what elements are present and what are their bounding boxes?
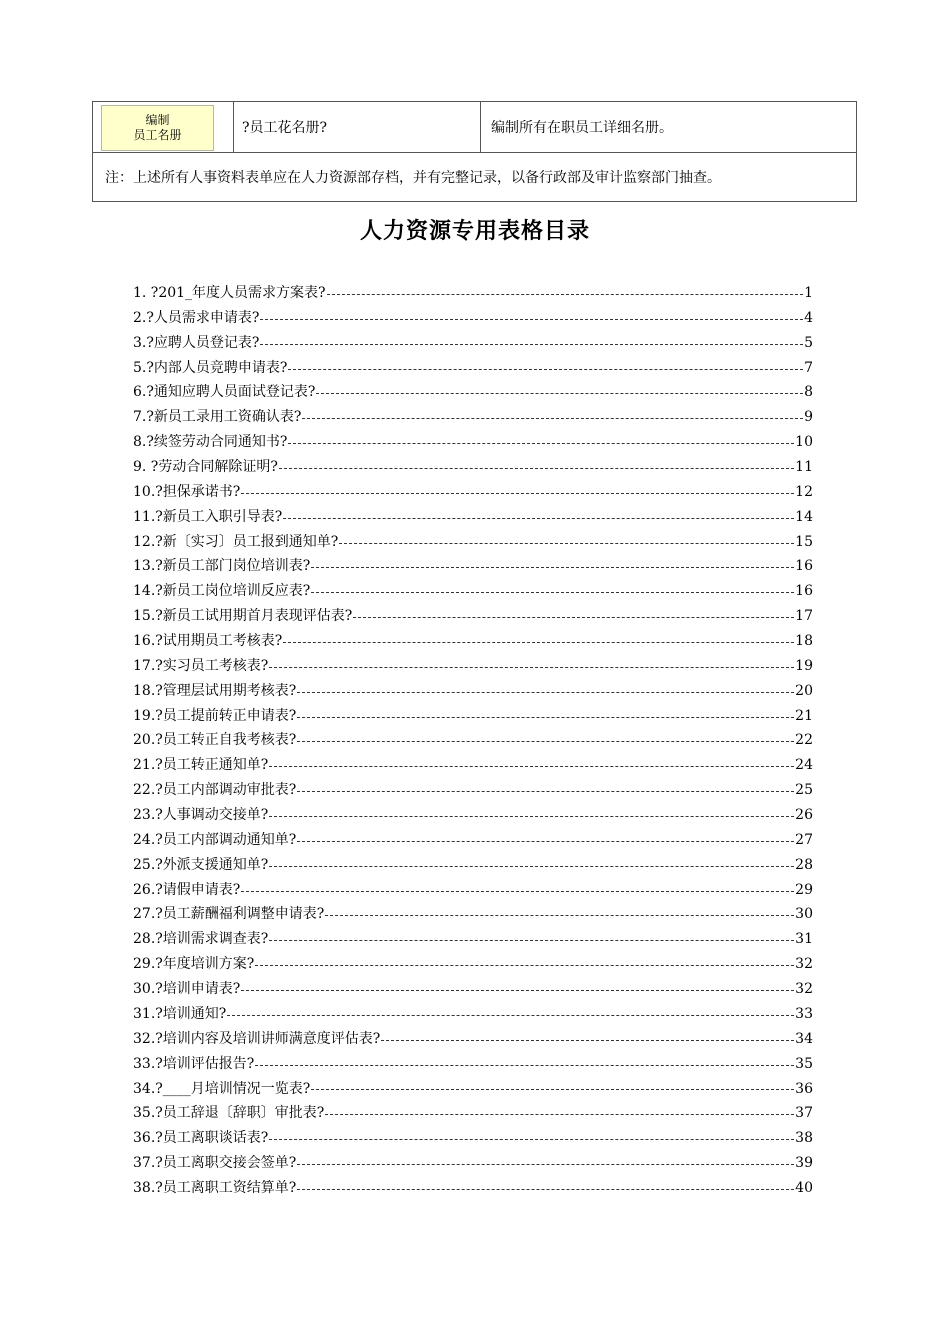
toc-dot-leader (255, 965, 794, 966)
toc-entry-page: 32 (795, 956, 813, 973)
flow-step-line-2: 员工名册 (133, 128, 182, 142)
toc-dot-leader (311, 592, 794, 593)
toc-entry-page: 5 (804, 334, 813, 351)
toc-entry-label: 14.?新员工岗位培训反应表? (133, 583, 311, 600)
toc-dot-leader (297, 717, 794, 718)
toc-entry[interactable] (133, 828, 813, 853)
toc-entry[interactable] (133, 455, 813, 480)
table-of-contents (133, 281, 813, 1201)
toc-entry[interactable] (133, 902, 813, 927)
toc-dot-leader (311, 1089, 794, 1090)
toc-dot-leader (241, 891, 794, 892)
toc-entry-page: 20 (795, 682, 813, 699)
toc-entry-page: 15 (795, 533, 813, 550)
toc-entry-page: 38 (795, 1130, 813, 1147)
toc-entry-page: 9 (804, 409, 813, 426)
toc-entry-label: 30.?培训申请表? (133, 981, 241, 998)
toc-dot-leader (297, 741, 794, 742)
toc-dot-leader (353, 617, 794, 618)
toc-dot-leader (269, 940, 794, 941)
toc-entry[interactable] (133, 1126, 813, 1151)
toc-dot-leader (269, 667, 794, 668)
toc-entry[interactable] (133, 1176, 813, 1201)
toc-entry[interactable] (133, 778, 813, 803)
toc-entry-label: 27.?员工薪酬福利调整申请表? (133, 906, 325, 923)
toc-dot-leader (288, 443, 794, 444)
toc-entry[interactable] (133, 728, 813, 753)
toc-entry-label: 9. ?劳动合同解除证明? (133, 459, 278, 476)
toc-entry[interactable] (133, 803, 813, 828)
toc-dot-leader (316, 393, 803, 394)
toc-entry-page: 30 (795, 906, 813, 923)
flow-step-box (101, 105, 214, 151)
toc-entry-label: 10.?担保承诺书? (133, 483, 241, 500)
note-cell: 注：上述所有人事资料表单应在人力资源部存档，并有完整记录，以备行政部及审计监察部门抽查。 (93, 153, 857, 202)
toc-dot-leader (269, 866, 794, 867)
toc-entry-page: 31 (795, 931, 813, 948)
toc-entry[interactable] (133, 1101, 813, 1126)
toc-entry-page: 36 (795, 1080, 813, 1097)
toc-entry-page: 28 (795, 856, 813, 873)
toc-dot-leader (241, 990, 794, 991)
toc-entry-page: 40 (795, 1179, 813, 1196)
toc-dot-leader (297, 841, 794, 842)
toc-entry-page: 22 (795, 732, 813, 749)
toc-entry-page: 27 (795, 831, 813, 848)
toc-entry-label: 34.?____月培训情况一览表? (133, 1080, 311, 1097)
toc-entry[interactable] (133, 1077, 813, 1102)
toc-entry-label: 37.?员工离职交接会签单? (133, 1155, 297, 1172)
toc-dot-leader (311, 567, 794, 568)
toc-entry[interactable] (133, 579, 813, 604)
toc-entry-label: 15.?新员工试用期首月表现评估表? (133, 608, 353, 625)
toc-dot-leader (297, 791, 794, 792)
toc-entry-page: 32 (795, 981, 813, 998)
toc-entry[interactable] (133, 704, 813, 729)
toc-entry-page: 1 (804, 285, 813, 301)
toc-entry-page: 29 (795, 881, 813, 898)
toc-entry-page: 19 (795, 657, 813, 674)
toc-entry-label: 5.?内部人员竞聘申请表? (133, 359, 288, 376)
toc-entry-label: 20.?员工转正自我考核表? (133, 732, 297, 749)
toc-entry[interactable] (133, 554, 813, 579)
toc-entry[interactable] (133, 753, 813, 778)
flow-step-line-1: 编制 (145, 113, 170, 127)
toc-entry-label: 31.?培训通知? (133, 1005, 227, 1022)
toc-dot-leader (327, 294, 804, 295)
forms-table (92, 101, 857, 202)
toc-entry[interactable] (133, 952, 813, 977)
toc-entry-page: 16 (795, 583, 813, 600)
toc-dot-leader (269, 1139, 794, 1140)
toc-entry-page: 25 (795, 782, 813, 799)
toc-entry-page: 26 (795, 807, 813, 824)
toc-entry[interactable] (133, 977, 813, 1002)
toc-entry-label: 33.?培训评估报告? (133, 1055, 255, 1072)
toc-entry-label: 22.?员工内部调动审批表? (133, 782, 297, 799)
toc-entry[interactable] (133, 1027, 813, 1052)
toc-entry[interactable] (133, 331, 813, 356)
toc-entry-label: 11.?新员工入职引导表? (133, 508, 283, 525)
toc-entry-label: 3.?应聘人员登记表? (133, 334, 260, 351)
toc-entry-page: 10 (795, 434, 813, 451)
toc-entry-label: 16.?试用期员工考核表? (133, 633, 283, 650)
toc-dot-leader (302, 418, 803, 419)
toc-entry-label: 23.?人事调动交接单? (133, 807, 269, 824)
toc-entry-page: 37 (795, 1105, 813, 1122)
toc-entry-page: 16 (795, 558, 813, 575)
toc-entry[interactable] (133, 1052, 813, 1077)
toc-dot-leader (283, 518, 794, 519)
toc-entry-label: 19.?员工提前转正申请表? (133, 707, 297, 724)
toc-entry[interactable] (133, 430, 813, 455)
toc-entry[interactable] (133, 530, 813, 555)
toc-dot-leader (297, 1189, 794, 1190)
toc-entry[interactable] (133, 1151, 813, 1176)
toc-entry-page: 12 (795, 483, 813, 500)
toc-entry[interactable] (133, 281, 813, 306)
table-row (93, 102, 857, 153)
toc-dot-leader (381, 1040, 794, 1041)
toc-dot-leader (288, 369, 803, 370)
toc-dot-leader (339, 543, 794, 544)
toc-entry[interactable] (133, 679, 813, 704)
toc-entry[interactable] (133, 878, 813, 903)
toc-entry-page: 18 (795, 633, 813, 650)
toc-dot-leader (297, 692, 794, 693)
description-cell: 编制所有在职员工详细名册。 (481, 102, 857, 153)
toc-entry[interactable] (133, 853, 813, 878)
toc-entry-label: 38.?员工离职工资结算单? (133, 1179, 297, 1196)
toc-dot-leader (325, 915, 794, 916)
toc-entry-label: 29.?年度培训方案? (133, 956, 255, 973)
toc-entry[interactable] (133, 505, 813, 530)
toc-dot-leader (260, 319, 803, 320)
toc-entry[interactable] (133, 380, 813, 405)
toc-entry-label: 6.?通知应聘人员面试登记表? (133, 384, 316, 401)
toc-entry-label: 8.?续签劳动合同通知书? (133, 434, 288, 451)
toc-entry-label: 26.?请假申请表? (133, 881, 241, 898)
toc-entry[interactable] (133, 629, 813, 654)
toc-entry[interactable] (133, 405, 813, 430)
toc-entry-label: 21.?员工转正通知单? (133, 757, 269, 774)
toc-entry[interactable] (133, 654, 813, 679)
toc-entry[interactable] (133, 306, 813, 331)
toc-entry-page: 35 (795, 1055, 813, 1072)
toc-entry[interactable] (133, 480, 813, 505)
toc-entry-label: 2.?人员需求申请表? (133, 309, 260, 326)
toc-entry-page: 21 (795, 707, 813, 724)
toc-entry-label: 25.?外派支援通知单? (133, 856, 269, 873)
toc-dot-leader (255, 1065, 794, 1066)
toc-entry-label: 1. ?201_年度人员需求方案表? (133, 285, 326, 301)
toc-entry-label: 7.?新员工录用工资确认表? (133, 409, 302, 426)
toc-dot-leader (283, 642, 794, 643)
toc-entry[interactable] (133, 927, 813, 952)
toc-entry-label: 17.?实习员工考核表? (133, 657, 269, 674)
toc-entry-page: 14 (795, 508, 813, 525)
table-row (93, 153, 857, 202)
toc-entry-label: 32.?培训内容及培训讲师满意度评估表? (133, 1030, 381, 1047)
toc-dot-leader (279, 468, 794, 469)
toc-entry-page: 33 (795, 1005, 813, 1022)
toc-dot-leader (269, 766, 794, 767)
page-title: 人力资源专用表格目录 (359, 219, 590, 244)
toc-dot-leader (260, 344, 803, 345)
toc-dot-leader (325, 1114, 794, 1115)
toc-entry-label: 13.?新员工部门岗位培训表? (133, 558, 311, 575)
toc-entry-page: 11 (795, 459, 813, 476)
toc-entry-page: 17 (795, 608, 813, 625)
toc-entry-page: 39 (795, 1155, 813, 1172)
toc-entry[interactable] (133, 604, 813, 629)
toc-entry[interactable] (133, 1002, 813, 1027)
toc-entry-page: 34 (795, 1030, 813, 1047)
toc-entry-label: 12.?新〔实习〕员工报到通知单? (133, 533, 339, 550)
toc-dot-leader (227, 1015, 794, 1016)
toc-dot-leader (297, 1164, 794, 1165)
toc-entry-page: 24 (795, 757, 813, 774)
toc-entry-page: 4 (804, 309, 813, 326)
flow-cell (93, 102, 234, 153)
toc-entry-label: 24.?员工内部调动通知单? (133, 831, 297, 848)
toc-entry-label: 18.?管理层试用期考核表? (133, 682, 297, 699)
toc-entry-page: 7 (804, 359, 813, 376)
toc-entry[interactable] (133, 356, 813, 381)
toc-entry-label: 36.?员工离职谈话表? (133, 1130, 269, 1147)
toc-entry-label: 28.?培训需求调查表? (133, 931, 269, 948)
form-name-cell: ?员工花名册? (234, 102, 481, 153)
toc-entry-label: 35.?员工辞退〔辞职〕审批表? (133, 1105, 325, 1122)
toc-dot-leader (269, 816, 794, 817)
toc-dot-leader (241, 493, 794, 494)
toc-entry-page: 8 (804, 384, 813, 401)
